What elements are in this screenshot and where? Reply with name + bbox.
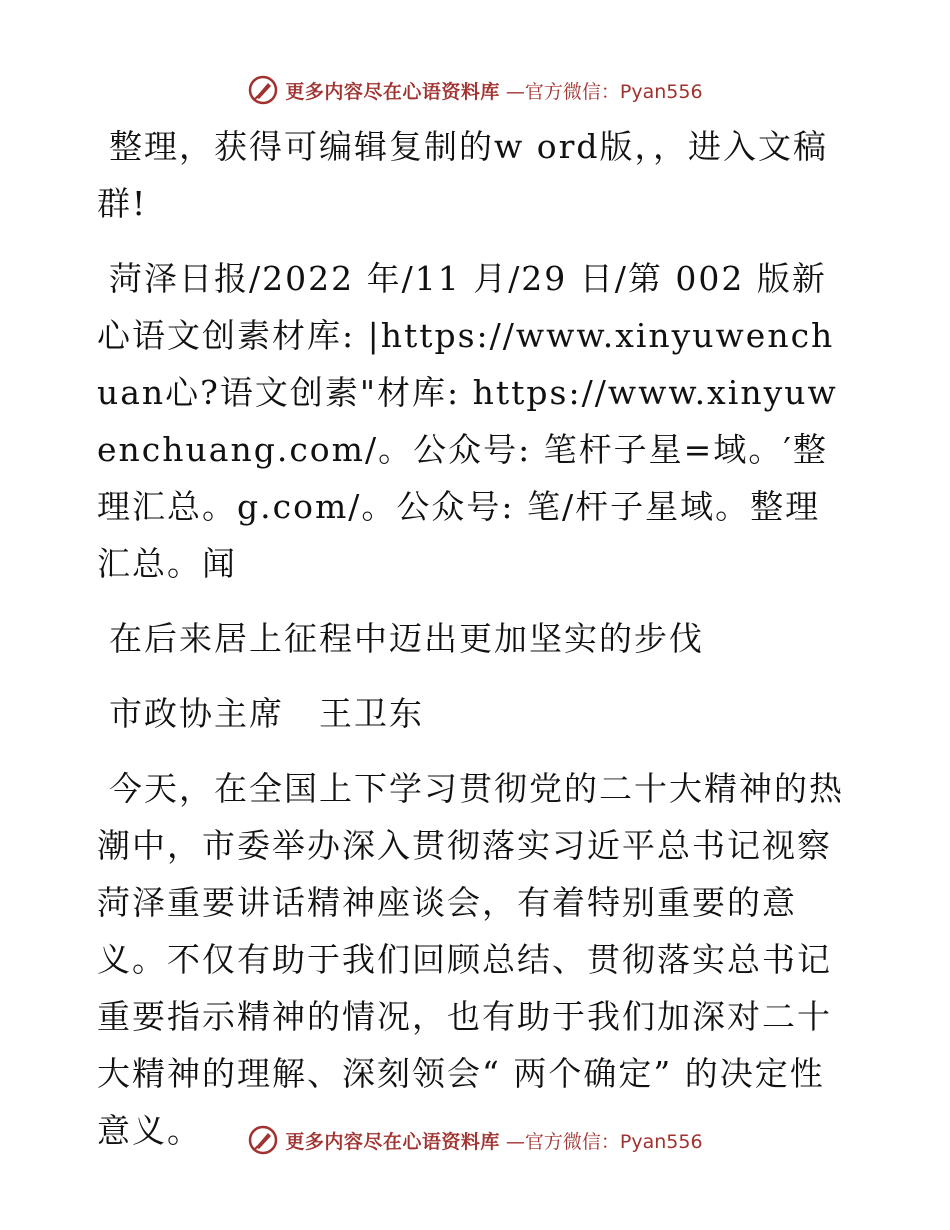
- article-author: 市政协主席 王卫东: [109, 694, 424, 733]
- article-title: 在后来居上征程中迈出更加坚实的步伐: [109, 619, 704, 658]
- source-paragraph: 菏泽日报/2022 年/11 月/29 日/第 002 版新心语文创素材库: |https://www.xinyuwenchuan心?语文创素"材库: https://www.xinyuwenchuang.com/。公众号: 笔杆子星=域。′整理汇总。g.com/。公众号: 笔/杆子星域。整理汇总。闻: [97, 259, 838, 583]
- banner-brand-text: 更多内容尽在心语资料库: [285, 1130, 500, 1153]
- pen-nib-circle-icon: [247, 1124, 279, 1156]
- header-banner: [0, 70, 950, 110]
- footer-banner: [0, 1120, 950, 1160]
- banner-brand-text: 更多内容尽在心语资料库: [285, 80, 500, 103]
- article-body-paragraph: 今天，在全国上下学习贯彻党的二十大精神的热潮中，市委举办深入贯彻落实习近平总书记视察菏泽重要讲话精神座谈会，有着特别重要的意义。不仅有助于我们回顾总结、贯彻落实总书记重要指示精神的情况，也有助于我们加深对二十大精神的理解、深刻领会“ 两个确定” 的决定性意义。: [97, 769, 844, 1150]
- pen-nib-circle-icon: [247, 74, 279, 106]
- banner-suffix-text: —官方微信：Pyan556: [505, 80, 703, 103]
- document-body: [97, 118, 853, 1177]
- intro-paragraph: 整理，获得可编辑复制的w ord版，，进入文稿群!: [97, 127, 829, 223]
- banner-suffix-text: —官方微信：Pyan556: [505, 1130, 703, 1153]
